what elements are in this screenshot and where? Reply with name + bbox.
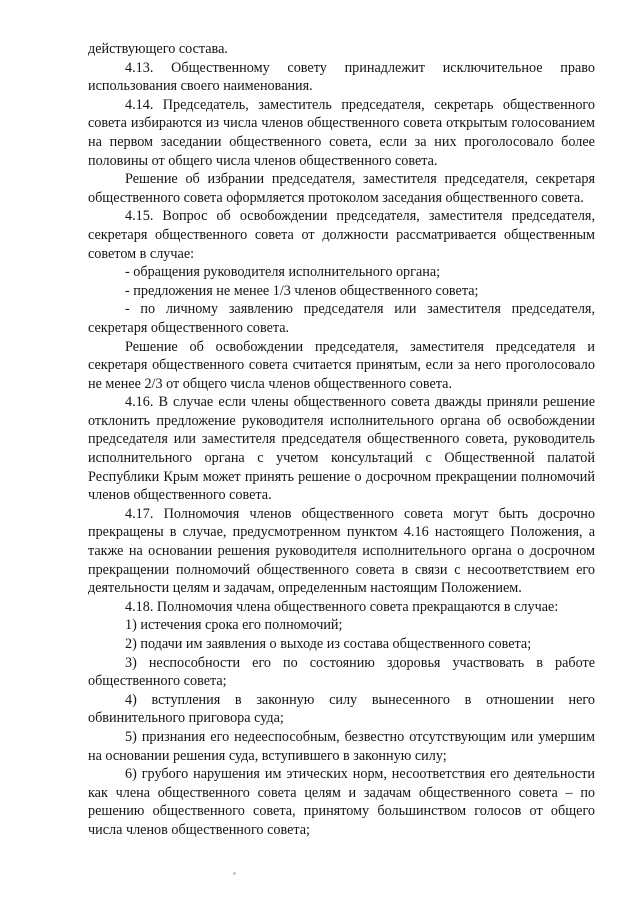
paragraph: Решение об освобождении председателя, заместителя председателя и секретаря общественного совета считается принятым, если за него проголосовало не менее 2/3 от общего числа членов общественного совета.: [88, 338, 595, 392]
paragraph: 4.17. Полномочия членов общественного совета могут быть досрочно прекращены в случае, предусмотренном пунктом 4.16 настоящего Положения, а также на основании решения руководителя исполнительного органа о досрочном прекращении полномочий общественного совета в связи с несоответствием его деятельности целям и задачам, определенным настоящим Положением.: [88, 505, 595, 597]
paragraph: 4.18. Полномочия члена общественного совета прекращаются в случае:: [125, 598, 559, 615]
document-page: [88, 40, 595, 840]
list-item: - обращения руководителя исполнительного органа;: [125, 264, 441, 281]
list-item: 5) признания его недееспособным, безвестно отсутствующим или умершим на основании решения суда, вступившего в законную силу;: [88, 728, 595, 764]
list-item: 6) грубого нарушения им этических норм, несоответствия его деятельности как члена общественного совета целям и задачам общественного совета – по решению общественного совета, принятому большинством голосов от общего числа членов общественного совета;: [88, 766, 595, 838]
paragraph: 4.13. Общественному совету принадлежит исключительное право использования своего наименования.: [88, 59, 595, 95]
list-item: 2) подачи им заявления о выходе из состава общественного совета;: [125, 636, 532, 652]
list-item: 1) истечения срока его полномочий;: [125, 617, 343, 634]
paragraph: 4.16. В случае если члены общественного совета дважды приняли решение отклонить предложение руководителя исполнительного органа об освобождении председателя или заместителя председателя общественного совета, руководитель исполнительного органа с учетом консультаций с Общественной палатой Республики Крым может принять решение о досрочном прекращении полномочий членов общественного совета.: [88, 394, 595, 504]
list-item: 4) вступления в законную силу вынесенного в отношении него обвинительного приговора суда;: [88, 691, 595, 727]
paragraph: Решение об избрании председателя, заместителя председателя, секретаря общественного совета оформляется протоколом заседания общественного совета.: [88, 171, 595, 206]
list-item: 3) неспособности его по состоянию здоровья участвовать в работе общественного совета;: [88, 654, 595, 690]
paragraph: 4.15. Вопрос об освобождении председателя, заместителя председателя, секретаря общественного совета от должности рассматривается общественным советом в случае:: [88, 208, 595, 262]
scan-speck: [233, 872, 236, 875]
list-item: - предложения не менее 1/3 членов общественного совета;: [125, 282, 479, 299]
list-item: - по личному заявлению председателя или заместителя председателя, секретаря общественного совета.: [88, 301, 595, 336]
paragraph: 4.14. Председатель, заместитель председателя, секретарь общественного совета избираются из числа членов общественного совета открытым голосованием на первом заседании общественного совета, если за них проголосовало более половины от общего числа членов общественного совета.: [88, 96, 595, 169]
paragraph: действующего состава.: [88, 41, 228, 57]
